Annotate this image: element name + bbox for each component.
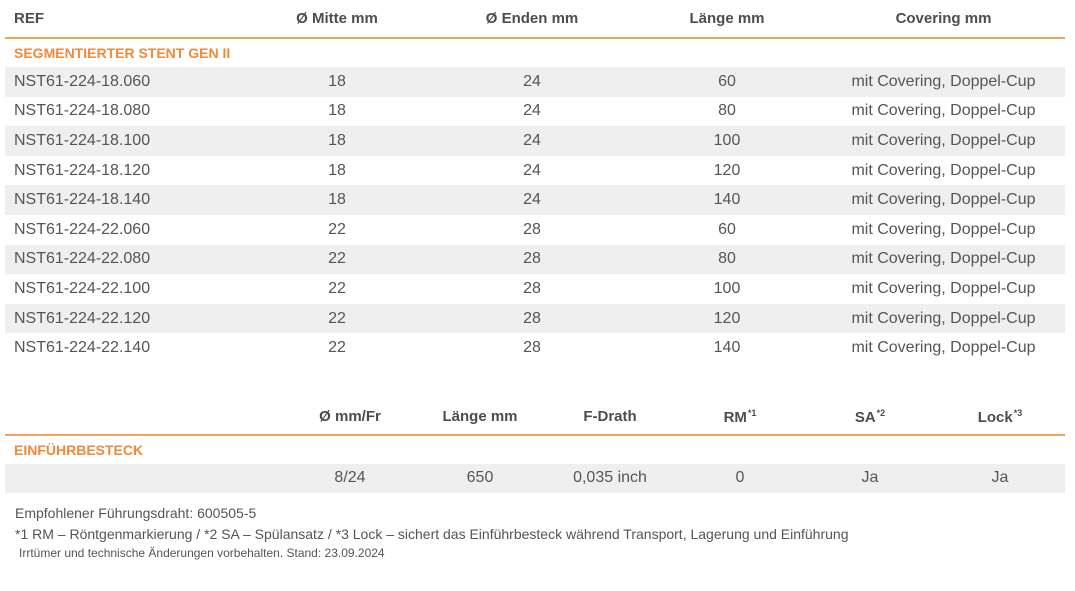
- cell-laenge: 60: [632, 67, 822, 97]
- footnote-marker: *2: [876, 407, 886, 418]
- footnotes: *1 RM – Röntgenmarkierung / *2 SA – Spülansatz / *3 Lock – sichert das Einführbesteck während Transport, Lagerung und Einführung: [15, 526, 849, 542]
- cell-enden: 28: [432, 304, 632, 334]
- cell-empty: [5, 464, 285, 493]
- cell-enden: 24: [432, 185, 632, 215]
- cell-covering: mit Covering, Doppel-Cup: [822, 126, 1065, 156]
- cell-enden: 24: [432, 67, 632, 97]
- product-tables: [5, 0, 1065, 493]
- disclaimer: Irrtümer und technische Änderungen vorbehalten. Stand: 23.09.2024: [19, 546, 385, 560]
- cell-laenge: 100: [713, 279, 741, 297]
- cell-mitte: 18: [242, 185, 432, 215]
- notes: [15, 503, 849, 560]
- cell-mitte: 22: [328, 279, 346, 297]
- cell-enden: 28: [432, 245, 632, 275]
- header-enden: Ø Enden mm: [432, 0, 632, 38]
- table-row: [5, 245, 1065, 275]
- header-laenge: Länge mm: [415, 400, 545, 435]
- cell-lock: Ja: [935, 464, 1065, 493]
- table-row: [5, 333, 1065, 363]
- table-row: [5, 126, 1065, 156]
- section-heading-stent: [5, 38, 1065, 67]
- cell-enden: 24: [523, 102, 541, 120]
- cell-mitte: 18: [242, 67, 432, 97]
- cell-mitte: 22: [242, 304, 432, 334]
- cell-covering: mit Covering, Doppel-Cup: [851, 220, 1036, 238]
- cell-enden: 24: [523, 161, 541, 179]
- table-row: [5, 464, 1065, 493]
- cell-covering: mit Covering, Doppel-Cup: [851, 279, 1036, 297]
- cell-ref: NST61-224-18.080: [14, 102, 151, 120]
- table-row: [5, 67, 1065, 97]
- header-empty: [5, 400, 285, 435]
- cell-sa: Ja: [805, 464, 935, 493]
- stent-rows: [5, 67, 1065, 363]
- cell-enden: 28: [523, 279, 541, 297]
- section-title: SEGMENTIERTER STENT GEN II: [14, 45, 231, 61]
- table-row: [5, 304, 1065, 334]
- header-durchmesser: Ø mm/Fr: [285, 400, 415, 435]
- stent-table: [5, 0, 1065, 363]
- stent-table-header: [5, 0, 1065, 38]
- cell-ref: NST61-224-22.100: [14, 279, 151, 297]
- section-heading-einfuehr: [5, 435, 1065, 464]
- cell-fdraht: 0,035 inch: [545, 464, 675, 493]
- cell-mitte: 18: [242, 126, 432, 156]
- cell-covering: mit Covering, Doppel-Cup: [822, 245, 1065, 275]
- cell-enden: 28: [523, 339, 541, 357]
- cell-enden: 24: [432, 126, 632, 156]
- header-lock: Lock$^{*3}$: [935, 400, 1065, 435]
- table-row: [5, 97, 1065, 127]
- cell-laenge: 140: [632, 185, 822, 215]
- cell-ref: NST61-224-22.060: [14, 220, 151, 238]
- footnote-marker: *3: [1013, 407, 1023, 418]
- cell-covering: mit Covering, Doppel-Cup: [822, 304, 1065, 334]
- cell-ref: NST61-224-22.120: [5, 304, 242, 334]
- cell-ref: NST61-224-18.140: [5, 185, 242, 215]
- cell-mitte: 22: [242, 245, 432, 275]
- header-laenge: Länge mm: [632, 0, 822, 38]
- cell-covering: mit Covering, Doppel-Cup: [851, 339, 1036, 357]
- table-row: [5, 274, 1065, 304]
- table-row: [5, 156, 1065, 186]
- cell-laenge: 120: [632, 304, 822, 334]
- table-row: [5, 215, 1065, 245]
- einfuehr-table-header: [5, 400, 1065, 435]
- guidewire-note: Empfohlener Führungsdraht: 600505-5: [15, 505, 257, 521]
- cell-covering: mit Covering, Doppel-Cup: [851, 102, 1036, 120]
- table-row: [5, 185, 1065, 215]
- cell-covering: mit Covering, Doppel-Cup: [822, 185, 1065, 215]
- cell-covering: mit Covering, Doppel-Cup: [851, 161, 1036, 179]
- header-fdraht: F-Drath: [545, 400, 675, 435]
- cell-ref: NST61-224-18.120: [14, 161, 151, 179]
- cell-mitte: 18: [328, 161, 346, 179]
- einfuehrbesteck-table: [5, 400, 1065, 493]
- header-mitte: Ø Mitte mm: [242, 0, 432, 38]
- cell-ref: NST61-224-22.080: [5, 245, 242, 275]
- cell-laenge: 80: [718, 102, 736, 120]
- header-rm: RM$^{*1}$: [675, 400, 805, 435]
- cell-mitte: 22: [328, 220, 346, 238]
- header-covering: Covering mm: [822, 0, 1065, 38]
- footnote-marker: *1: [747, 407, 757, 418]
- cell-durchmesser: 8/24: [285, 464, 415, 493]
- cell-laenge: 100: [632, 126, 822, 156]
- cell-ref: NST61-224-18.100: [5, 126, 242, 156]
- cell-rm: 0: [675, 464, 805, 493]
- cell-ref: NST61-224-18.060: [5, 67, 242, 97]
- header-ref: REF: [5, 0, 242, 38]
- cell-laenge: 60: [718, 220, 736, 238]
- header-sa: SA$^{*2}$: [805, 400, 935, 435]
- cell-mitte: 18: [328, 102, 346, 120]
- cell-covering: mit Covering, Doppel-Cup: [822, 67, 1065, 97]
- cell-enden: 28: [523, 220, 541, 238]
- cell-ref: NST61-224-22.140: [14, 339, 151, 357]
- cell-laenge: 120: [713, 161, 741, 179]
- cell-laenge: 80: [632, 245, 822, 275]
- cell-laenge: 650: [415, 464, 545, 493]
- cell-mitte: 22: [328, 339, 346, 357]
- cell-laenge: 140: [713, 339, 741, 357]
- section-title: EINFÜHRBESTECK: [14, 441, 144, 458]
